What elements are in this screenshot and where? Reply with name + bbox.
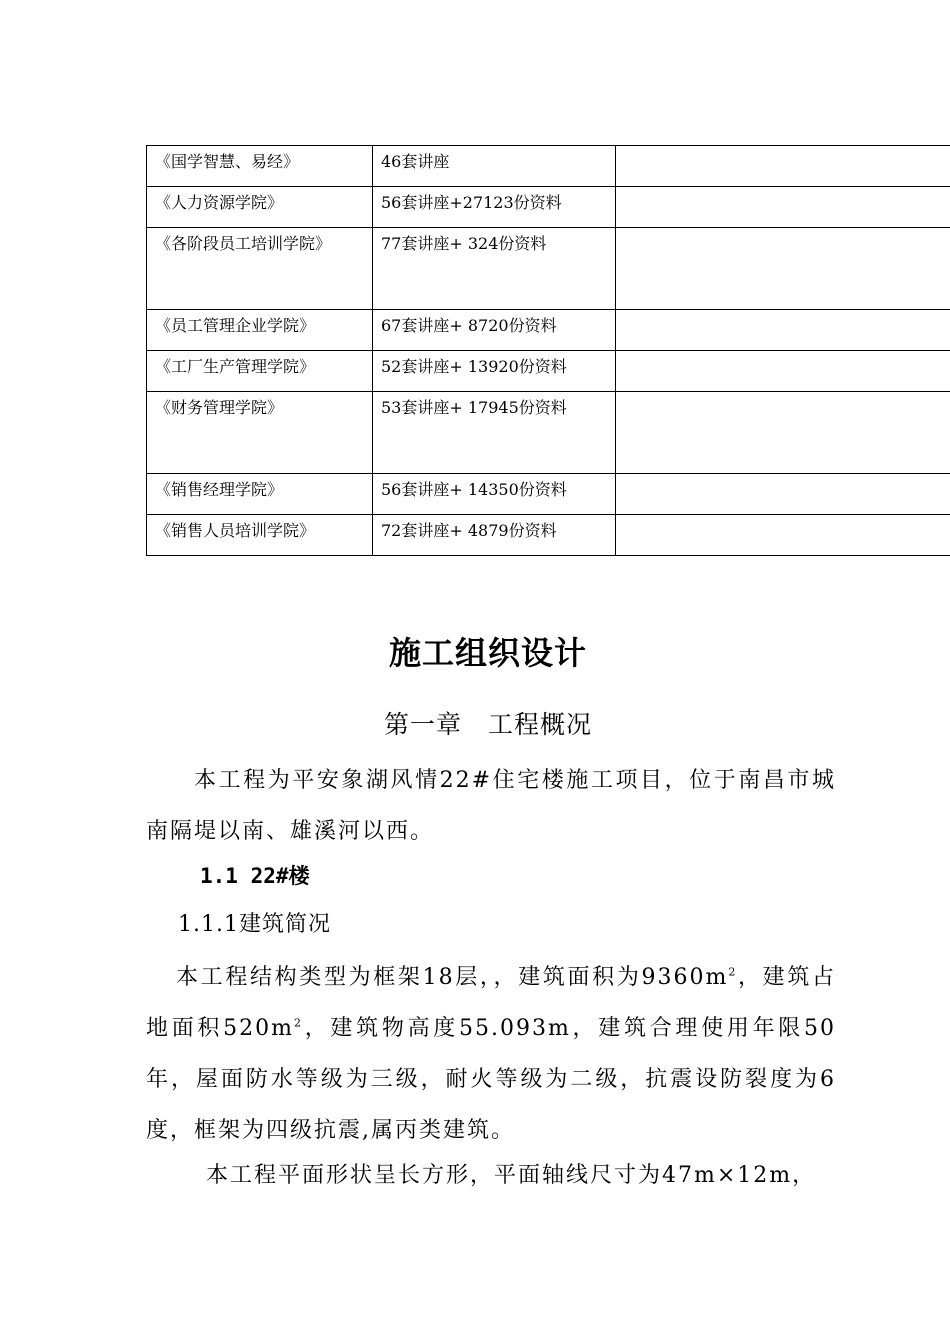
- table-row: [147, 187, 950, 228]
- course-note-cell: [616, 146, 950, 187]
- chapter-number: 第一章: [383, 710, 462, 739]
- table-row: [147, 310, 950, 351]
- course-content-cell: 53套讲座+ 17945份资料: [373, 392, 616, 474]
- course-note-cell: [616, 392, 950, 474]
- course-name-cell: 《销售人员培训学院》: [147, 515, 373, 556]
- course-note-cell: [616, 228, 950, 310]
- course-content-cell: 46套讲座: [373, 146, 616, 187]
- table-row: [147, 474, 950, 515]
- course-name-cell: 《财务管理学院》: [147, 392, 373, 474]
- building-overview-paragraph: [146, 952, 836, 1156]
- course-content-cell: 56套讲座+ 14350份资料: [373, 474, 616, 515]
- table-row: [147, 228, 950, 310]
- course-name-cell: 《员工管理企业学院》: [147, 310, 373, 351]
- course-name-cell: 《销售经理学院》: [147, 474, 373, 515]
- section-heading-1-1-1: 1.1.1建筑简况: [178, 912, 331, 937]
- chapter-heading: [0, 705, 950, 741]
- section-heading-1-1: 1.1 22#楼: [200, 864, 310, 888]
- course-content-cell: 72套讲座+ 4879份资料: [373, 515, 616, 556]
- course-content-cell: 67套讲座+ 8720份资料: [373, 310, 616, 351]
- course-name-cell: 《人力资源学院》: [147, 187, 373, 228]
- superscript: 2: [294, 1016, 303, 1030]
- course-note-cell: [616, 515, 950, 556]
- table-row: [147, 351, 950, 392]
- course-note-cell: [616, 351, 950, 392]
- course-content-cell: 56套讲座+27123份资料: [373, 187, 616, 228]
- course-table: [146, 145, 950, 556]
- paragraph-text: ，建筑物高度55.093m，建筑合理使用年限50年，屋面防水等级为三级，耐火等级为二级，抗震设防裂度为6度，框架为四级抗震,属丙类建筑。: [146, 1016, 836, 1143]
- table-row: [147, 515, 950, 556]
- course-note-cell: [616, 474, 950, 515]
- course-content-cell: 77套讲座+ 324份资料: [373, 228, 616, 310]
- intro-paragraph: 本工程为平安象湖风情22#住宅楼施工项目，位于南昌市城南隔堤以南、雄溪河以西。: [146, 768, 836, 844]
- course-name-cell: 《各阶段员工培训学院》: [147, 228, 373, 310]
- document-title: 施工组织设计: [388, 634, 587, 672]
- plan-shape-paragraph: 本工程平面形状呈长方形，平面轴线尺寸为47m×12m，: [206, 1163, 817, 1188]
- superscript: 2: [728, 965, 738, 979]
- course-note-cell: [616, 310, 950, 351]
- course-note-cell: [616, 187, 950, 228]
- paragraph-text: 本工程结构类型为框架18层，，建筑面积为9360m: [176, 965, 729, 990]
- course-content-cell: 52套讲座+ 13920份资料: [373, 351, 616, 392]
- course-name-cell: 《工厂生产管理学院》: [147, 351, 373, 392]
- table-row: [147, 392, 950, 474]
- paragraph-text: ，建筑占地面积520m: [146, 965, 836, 1041]
- chapter-name: 工程概况: [488, 710, 593, 739]
- course-name-cell: 《国学智慧、易经》: [147, 146, 373, 187]
- table-row: [147, 146, 950, 187]
